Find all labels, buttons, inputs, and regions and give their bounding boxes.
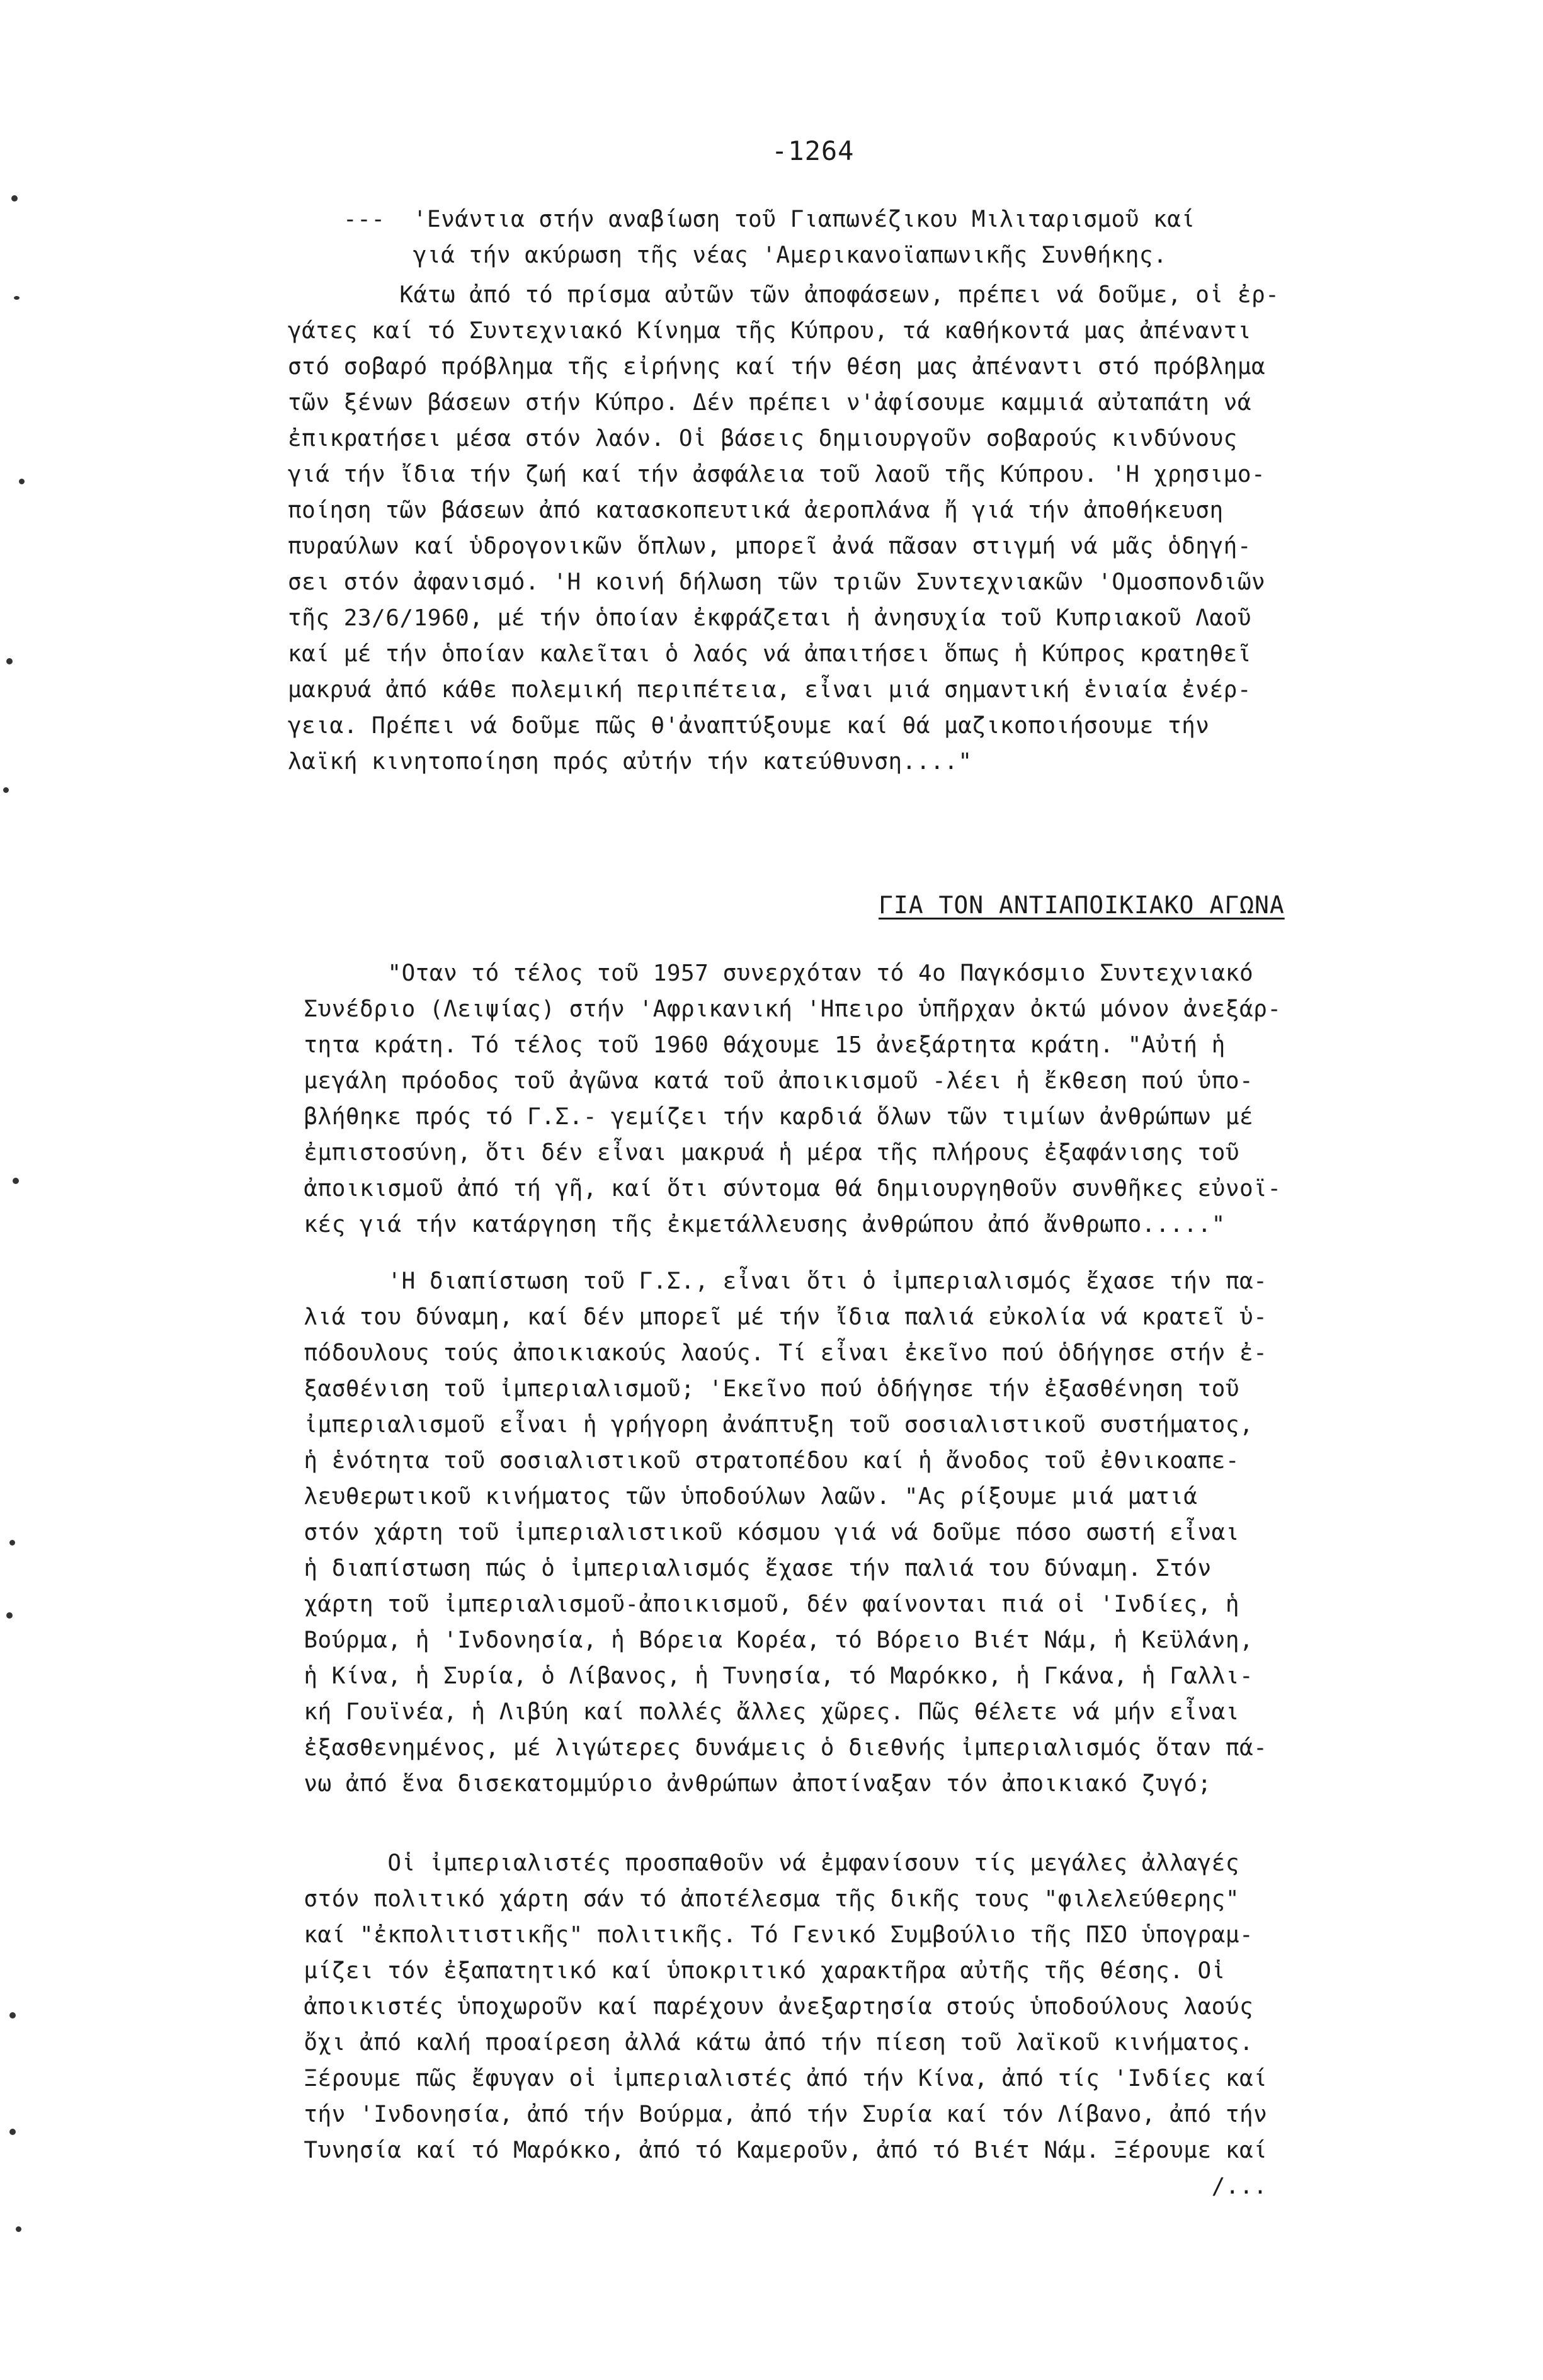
margin-dot bbox=[9, 1540, 15, 1546]
text-line: τῆς 23/6/1960, μέ τήν ὁποίαν ἐκφράζεται ἡ ἀνησυχία τοῦ Κυπριακοῦ Λαοῦ bbox=[288, 605, 1251, 631]
margin-dot bbox=[13, 1178, 19, 1184]
text-line: πυραύλων καί ὑδρογονικῶν ὅπλων, μπορεῖ ἀνά πᾶσαν στιγμή νά μᾶς ὁδηγή- bbox=[288, 533, 1251, 559]
paragraph-imperialism bbox=[276, 1263, 1267, 1802]
text-line: στό σοβαρό πρόβλημα τῆς εἰρήνης καί τήν θέση μας ἀπέναντι στό πρόβλημα bbox=[288, 354, 1266, 380]
text-line: ἡ διαπίστωση πώς ὁ ἰμπεριαλισμός ἔχασε τήν παλιά του δύναμη. Στόν bbox=[276, 1556, 1212, 1581]
text-line: ἡ Κίνα, ἡ Συρία, ὁ Λίβανος, ἡ Τυνησία, τό Μαρόκκο, ἡ Γκάνα, ἡ Γαλλι- bbox=[276, 1663, 1254, 1689]
margin-dot bbox=[3, 787, 9, 793]
margin-dot bbox=[16, 2226, 21, 2232]
text-line: βλήθηκε πρός τό Γ.Σ.- γεμίζει τήν καρδιά ὅλων τῶν τιμίων ἀνθρώπων μέ bbox=[276, 1104, 1254, 1130]
text-line: γιά τήν ἴδια τήν ζωή καί τήν ἀσφάλεια τοῦ λαοῦ τῆς Κύπρου. 'Η χρησιμο- bbox=[288, 462, 1266, 487]
paragraph-imperialists bbox=[276, 1845, 1267, 2204]
text-line: ἀποικισμοῦ ἀπό τή γῆ, καί ὅτι σύντομα θά δημιουργηθοῦν συνθῆκες εὐνοϊ- bbox=[276, 1176, 1282, 1202]
margin-dot bbox=[14, 296, 20, 300]
text-line: ποίηση τῶν βάσεων ἀπό κατασκοπευτικά ἀεροπλάνα ἤ γιά τήν ἀποθήκευση bbox=[288, 498, 1224, 523]
text-line: γιά τήν ακύρωση τῆς νέας 'Αμερικανοϊαπωνικῆς Συνθήκης. bbox=[343, 242, 1168, 268]
text-line: Κάτω ἀπό τό πρίσμα αὐτῶν τῶν ἀποφάσεων, πρέπει νά δοῦμε, οἱ ἐρ- bbox=[288, 282, 1280, 308]
text-line: Τυνησία καί τό Μαρόκκο, ἀπό τό Καμεροῦν, ἀπό τό Βιέτ Νάμ. Ξέρουμε καί bbox=[276, 2138, 1268, 2163]
text-line: τῶν ξένων βάσεων στήν Κύπρο. Δέν πρέπει ν'ἀφίσουμε καμμιά αὐταπάτη νά bbox=[288, 390, 1251, 416]
text-line: νω ἀπό ἕνα δισεκατομμύριο ἀνθρώπων ἀποτίναξαν τόν ἀποικιακό ζυγό; bbox=[276, 1771, 1212, 1797]
text-line: Βούρμα, ἡ 'Ινδονησία, ἡ Βόρεια Κορέα, τό Βόρειο Βιέτ Νάμ, ἡ Κεϋλάνη, bbox=[276, 1627, 1254, 1653]
text-line: μίζει τόν ἐξαπατητικό καί ὑποκριτικό χαρακτῆρα αὐτῆς τῆς θέσης. Οἱ bbox=[276, 1958, 1226, 1984]
text-line: --- 'Ενάντια στήν αναβίωση τοῦ Γιαπωνέζικου Μιλιταρισμοῦ καί bbox=[343, 207, 1195, 232]
paragraph-bases bbox=[288, 277, 1279, 780]
text-line: χάρτη τοῦ ἰμπεριαλισμοῦ-ἀποικισμοῦ, δέν φαίνονται πιά οἱ 'Ινδίες, ἡ bbox=[276, 1591, 1239, 1617]
text-line: στόν πολιτικό χάρτη σάν τό ἀποτέλεσμα τῆς δικῆς τους "φιλελεύθερης" bbox=[276, 1886, 1239, 1912]
text-line: 'Η διαπίστωση τοῦ Γ.Σ., εἶναι ὅτι ὁ ἰμπεριαλισμός ἔχασε τήν πα- bbox=[276, 1268, 1268, 1294]
text-line: Συνέδριο (Λειψίας) στήν 'Αφρικανική 'Ηπειρο ὑπῆρχαν ὀκτώ μόνον ἀνεξάρ- bbox=[276, 996, 1282, 1022]
text-line: καί μέ τήν ὁποίαν καλεῖται ὁ λαός νά ἀπαιτήσει ὅπως ἡ Κύπρος κρατηθεῖ bbox=[288, 641, 1251, 667]
text-line: κή Γουϊνέα, ἡ Λιβύη καί πολλές ἄλλες χῶρες. Πῶς θέλετε νά μήν εἶναι bbox=[276, 1699, 1239, 1725]
text-line: ἀποικιστές ὑποχωροῦν καί παρέχουν ἀνεξαρτησία στούς ὑποδούλους λαούς bbox=[276, 1994, 1254, 2020]
margin-dot bbox=[9, 2129, 16, 2135]
text-line: μεγάλη πρόοδος τοῦ ἀγῶνα κατά τοῦ ἀποικισμοῦ -λέει ἡ ἔκθεση πού ὑπο- bbox=[276, 1068, 1254, 1094]
text-line: γάτες καί τό Συντεχνιακό Κίνημα τῆς Κύπρου, τά καθήκοντά μας ἀπέναντι bbox=[288, 318, 1251, 344]
text-line: λαϊκή κινητοποίηση πρός αὐτήν τήν κατεύθυνση...." bbox=[288, 749, 972, 775]
continuation-mark: /... bbox=[276, 2173, 1268, 2199]
page-number: -1264 bbox=[772, 135, 855, 166]
margin-dot bbox=[9, 2012, 16, 2018]
margin-dot bbox=[6, 658, 13, 664]
text-line: ξασθένιση τοῦ ἰμπεριαλισμοῦ; 'Εκεῖνο πού ὁδήγησε τήν ἐξασθένηση τοῦ bbox=[276, 1376, 1239, 1402]
text-line: λευθερωτικοῦ κινήματος τῶν ὑποδούλων λαῶν. "Ας ρίξουμε μιά ματιά bbox=[276, 1484, 1198, 1510]
margin-dot bbox=[19, 479, 25, 484]
text-line: πόδουλους τούς ἀποικιακούς λαούς. Τί εἶναι ἐκεῖνο πού ὁδήγησε στήν ἐ- bbox=[276, 1340, 1268, 1366]
text-line: Οἱ ἰμπεριαλιστές προσπαθοῦν νά ἐμφανίσουν τίς μεγάλες ἀλλαγές bbox=[276, 1850, 1239, 1876]
text-line: λιά του δύναμη, καί δέν μπορεῖ μέ τήν ἴδια παλιά εὐκολία νά κρατεῖ ὑ- bbox=[276, 1304, 1268, 1330]
section-heading: ΓΙΑ ΤΟΝ ΑΝΤΙΑΠΟΙΚΙΑΚΟ ΑΓΩΝΑ bbox=[879, 891, 1285, 919]
paragraph-congress bbox=[276, 955, 1282, 1243]
text-line: τητα κράτη. Τό τέλος τοῦ 1960 θάχουμε 15 ἀνεξάρτητα κράτη. "Αὐτή ἡ bbox=[276, 1032, 1226, 1058]
text-line: γεια. Πρέπει νά δοῦμε πῶς θ'ἀναπτύξουμε καί θά μαζικοποιήσουμε τήν bbox=[288, 713, 1210, 739]
text-line: μακρυά ἀπό κάθε πολεμική περιπέτεια, εἶναι μιά σημαντική ἑνιαία ἐνέρ- bbox=[288, 677, 1251, 703]
text-line: "Οταν τό τέλος τοῦ 1957 συνερχόταν τό 4ο Παγκόσμιο Συντεχνιακό bbox=[276, 960, 1254, 986]
text-line: στόν χάρτη τοῦ ἰμπεριαλιστικοῦ κόσμου γιά νά δοῦμε πόσο σωστή εἶναι bbox=[276, 1520, 1239, 1546]
text-line: κές γιά τήν κατάργηση τῆς ἐκμετάλλευσης ἀνθρώπου ἀπό ἄνθρωπο....." bbox=[276, 1212, 1226, 1238]
text-line: ἰμπεριαλισμοῦ εἶναι ἡ γρήγορη ἀνάπτυξη τοῦ σοσιαλιστικοῦ συστήματος, bbox=[276, 1412, 1254, 1438]
margin-dot bbox=[11, 195, 18, 202]
text-line: καί "ἐκπολιτιστικῆς" πολιτικῆς. Τό Γενικό Συμβούλιο τῆς ΠΣΟ ὑπογραμ- bbox=[276, 1922, 1254, 1948]
text-line: σει στόν ἀφανισμό. 'Η κοινή δήλωση τῶν τριῶν Συντεχνιακῶν 'Ομοσπονδιῶν bbox=[288, 569, 1266, 595]
text-line: ἐμπιστοσύνη, ὅτι δέν εἶναι μακρυά ἡ μέρα τῆς πλήρους ἐξαφάνισης τοῦ bbox=[276, 1140, 1239, 1166]
text-line: ἡ ἑνότητα τοῦ σοσιαλιστικοῦ στρατοπέδου καί ἡ ἄνοδος τοῦ ἐθνικοαπε- bbox=[276, 1448, 1239, 1474]
text-line: Ξέρουμε πῶς ἔφυγαν οἱ ἰμπεριαλιστές ἀπό τήν Κίνα, ἀπό τίς 'Ινδίες καί bbox=[276, 2066, 1268, 2092]
text-line: ἐπικρατήσει μέσα στόν λαόν. Οἱ βάσεις δημιουργοῦν σοβαρούς κινδύνους bbox=[288, 426, 1238, 452]
intro-item bbox=[343, 202, 1195, 273]
margin-dot bbox=[6, 1612, 13, 1619]
text-line: ὄχι ἀπό καλή προαίρεση ἀλλά κάτω ἀπό τήν πίεση τοῦ λαϊκοῦ κινήματος. bbox=[276, 2030, 1254, 2056]
text-line: τήν 'Ινδονησία, ἀπό τήν Βούρμα, ἀπό τήν Συρία καί τόν Λίβανο, ἀπό τήν bbox=[276, 2102, 1268, 2127]
text-line: ἐξασθενημένος, μέ λιγώτερες δυνάμεις ὁ διεθνής ἰμπεριαλισμός ὅταν πά- bbox=[276, 1735, 1268, 1761]
